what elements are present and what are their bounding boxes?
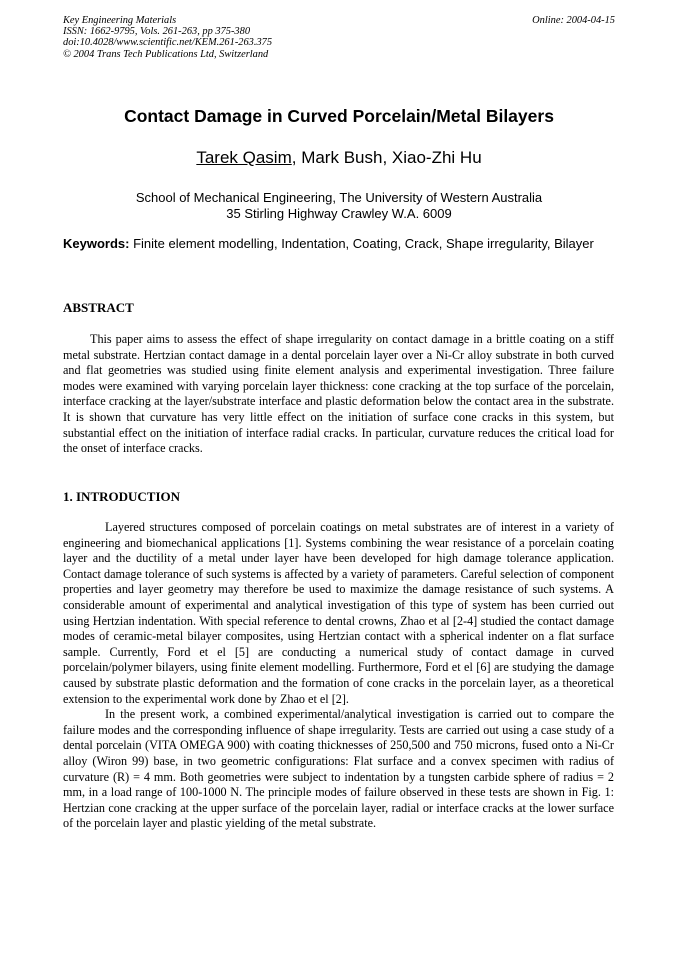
abstract-body: [63, 332, 614, 457]
author-first: Tarek Qasim: [196, 148, 292, 167]
online-date: [532, 15, 615, 26]
abstract-heading: ABSTRACT: [63, 300, 134, 315]
author-list: [0, 148, 678, 168]
keywords-label: Keywords:: [63, 236, 130, 251]
online-date-text: Online: 2004-04-15: [532, 15, 615, 26]
keywords-text: Finite element modelling, Indentation, Coating, Crack, Shape irregularity, Bilayer: [129, 236, 594, 251]
journal-name: Key Engineering Materials: [63, 15, 177, 26]
affiliation: [0, 190, 678, 222]
doi-line: doi:10.4028/www.scientific.net/KEM.261-263.375: [63, 37, 273, 49]
author-rest: , Mark Bush, Xiao-Zhi Hu: [291, 148, 482, 167]
copyright-line: © 2004 Trans Tech Publications Ltd, Switzerland: [63, 48, 269, 60]
issn-line: ISSN: 1662-9795, Vols. 261-263, pp 375-380: [63, 26, 251, 38]
journal-header: [63, 15, 272, 60]
introduction-paragraph-2: In the present work, a combined experimental/analytical investigation is carried out to compare the failure modes and the corresponding influence of shape irregularity. Tests are carried out using a case study of a dental porcelain (VITA OMEGA 900) with coating thicknesses of 250,500 and 750 microns, fused onto a Ni-Cr alloy (Wiron 99) base, in two geometric configurations: Flat surface and a convex specimen with radius of curvature (R) = 4 mm. Both geometries were subject to indentation by a tungsten carbide sphere of radius = 2 mm, in a load range of 100-1000 N. The principle modes of failure observed in these tests are shown in Fig. 1: Hertzian cone cracking at the upper surface of the porcelain layer, radial or interface cracks at the lower surface of the porcelain layer and plastic yielding of the metal substrate.: [63, 707, 614, 831]
introduction-heading: 1. INTRODUCTION: [63, 489, 181, 504]
abstract-paragraph: This paper aims to assess the effect of shape irregularity on contact damage in a brittle coating on a stiff metal substrate. Hertzian contact damage in a dental porcelain layer over a Ni-Cr alloy substrate in both curved and flat geometries was studied using finite element analysis and experimental investigation. Three failure modes were examined with varying porcelain layer thickness: cone cracking at the top surface of the porcelain, interface cracking at the layer/substrate interface and plastic deformation below the contact area in the substrate. It is shown that curvature has very little effect on the initiation of surface cone cracks in this system, but substantial effect on the initiation of interface radial cracks. In particular, curvature reduces the critical load for the onset of interface cracks.: [63, 332, 614, 456]
paper-title: Contact Damage in Curved Porcelain/Metal Bilayers: [124, 106, 554, 126]
introduction-body: [63, 520, 614, 832]
affiliation-line-1: School of Mechanical Engineering, The University of Western Australia: [135, 190, 543, 205]
introduction-paragraph-1: Layered structures composed of porcelain coatings on metal substrates are of interest in a variety of engineering and biomechanical applications [1]. Systems combining the wear resistance of a porcelain coating layer and the ductility of a metal under layer have been developed for high damage tolerance application. Contact damage tolerance of such systems is affected by a variety of parameters. Careful selection of component properties and layer geometry may therefore be used to maximize the damage resistance of such systems. A considerable amount of experimental and analytical investigation of this type of system has been curried out using Hertzian indentation. With special reference to dental crowns, Zhao et al [2-4] studied the contact damage modes of ceramic-metal bilayer composites, using Hertzian contact with a spherical indenter on a flat surface sample. Currently, Ford et el [5] are conducting a numerical study of contact damage in curved porcelain/polymer bilayers, using finite element modelling. Furthermore, Ford et el [6] are studying the damage caused by substrate plastic deformation and the formation of cone cracks in the porcelain layer, as a theoretical extension to the experimental work done by Zhao et el [2].: [63, 520, 614, 706]
affiliation-line-2: 35 Stirling Highway Crawley W.A. 6009: [226, 206, 452, 221]
keywords: [63, 236, 603, 252]
